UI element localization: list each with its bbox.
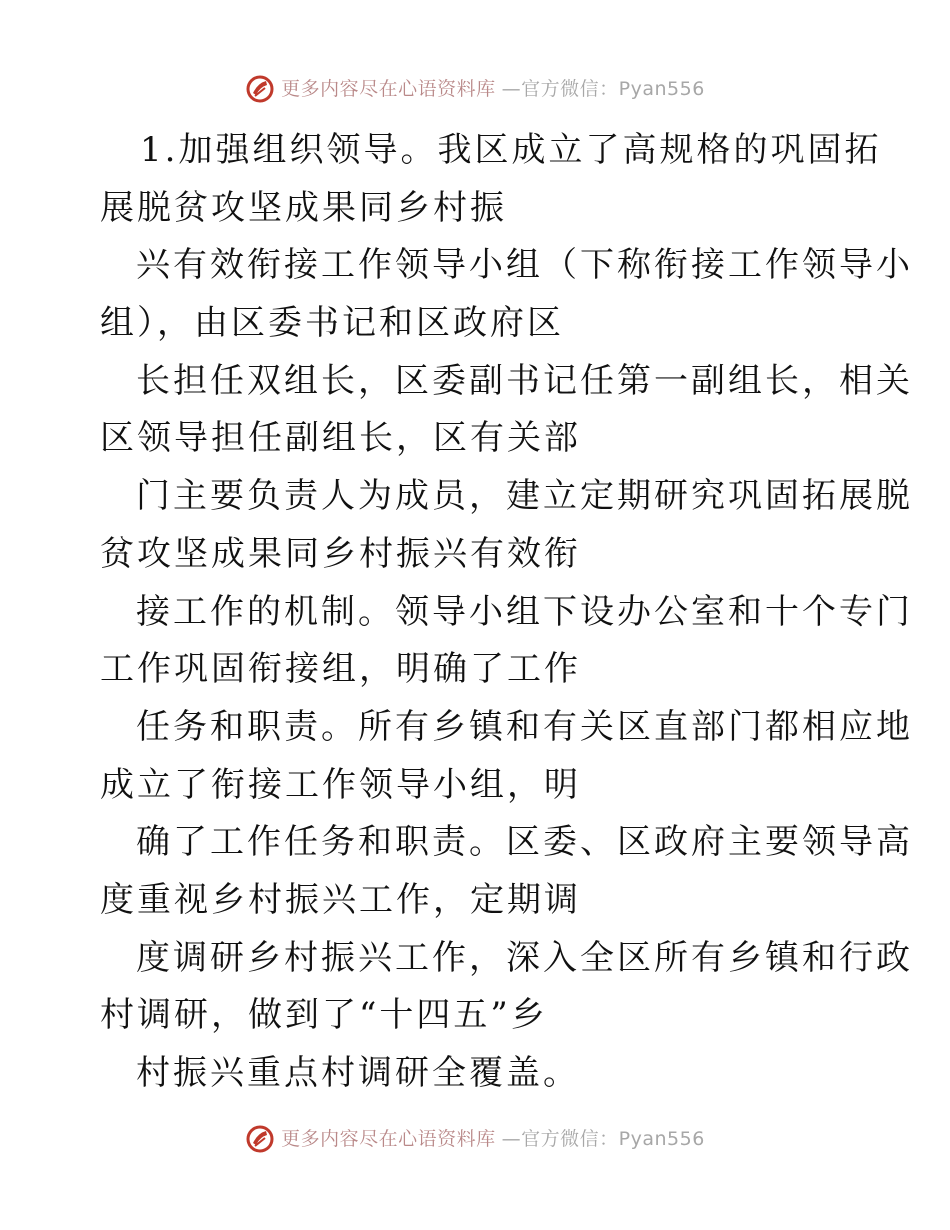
text-line: 门主要负责人为成员，建立定期研究巩固拓展脱 bbox=[136, 476, 913, 517]
text-line: 兴有效衔接工作领导小组（下称衔接工作领导小 bbox=[136, 245, 913, 286]
text-line: 成立了衔接工作领导小组，明 bbox=[100, 764, 581, 805]
brand-logo-icon bbox=[245, 74, 275, 104]
text-line: 贫攻坚成果同乡村振兴有效衔 bbox=[100, 533, 581, 574]
text-line: 度重视乡村振兴工作，定期调 bbox=[100, 879, 581, 920]
text-line: 村调研，做到了“十四五”乡 bbox=[100, 995, 548, 1036]
text-line: 任务和职责。所有乡镇和有关区直部门都相应地 bbox=[136, 706, 913, 747]
watermark-brand-text: 更多内容尽在心语资料库 bbox=[281, 1128, 496, 1150]
watermark-contact-text: —官方微信：Pyan556 bbox=[501, 1128, 705, 1150]
watermark-contact-text: —官方微信：Pyan556 bbox=[501, 78, 705, 100]
text-line: 区领导担任副组长，区有关部 bbox=[100, 418, 581, 459]
document-body bbox=[100, 122, 913, 1103]
header-watermark bbox=[0, 74, 950, 104]
text-line: 长担任双组长，区委副书记任第一副组长，相关 bbox=[136, 360, 913, 401]
text-line: 村振兴重点村调研全覆盖。 bbox=[136, 1053, 580, 1093]
text-line: 工作巩固衔接组，明确了工作 bbox=[100, 649, 581, 690]
watermark-brand-text: 更多内容尽在心语资料库 bbox=[281, 78, 496, 100]
text-line: 展脱贫攻坚成果同乡村振 bbox=[100, 187, 507, 228]
text-line: 组），由区委书记和区政府区 bbox=[100, 303, 564, 344]
text-line: 确了工作任务和职责。区委、区政府主要领导高 bbox=[136, 822, 913, 863]
brand-logo-icon bbox=[245, 1124, 275, 1154]
text-line: 1.加强组织领导。我区成立了高规格的巩固拓 bbox=[140, 130, 882, 170]
text-line: 接工作的机制。领导小组下设办公室和十个专门 bbox=[136, 591, 913, 632]
footer-watermark bbox=[0, 1124, 950, 1154]
text-line: 度调研乡村振兴工作，深入全区所有乡镇和行政 bbox=[136, 937, 913, 978]
